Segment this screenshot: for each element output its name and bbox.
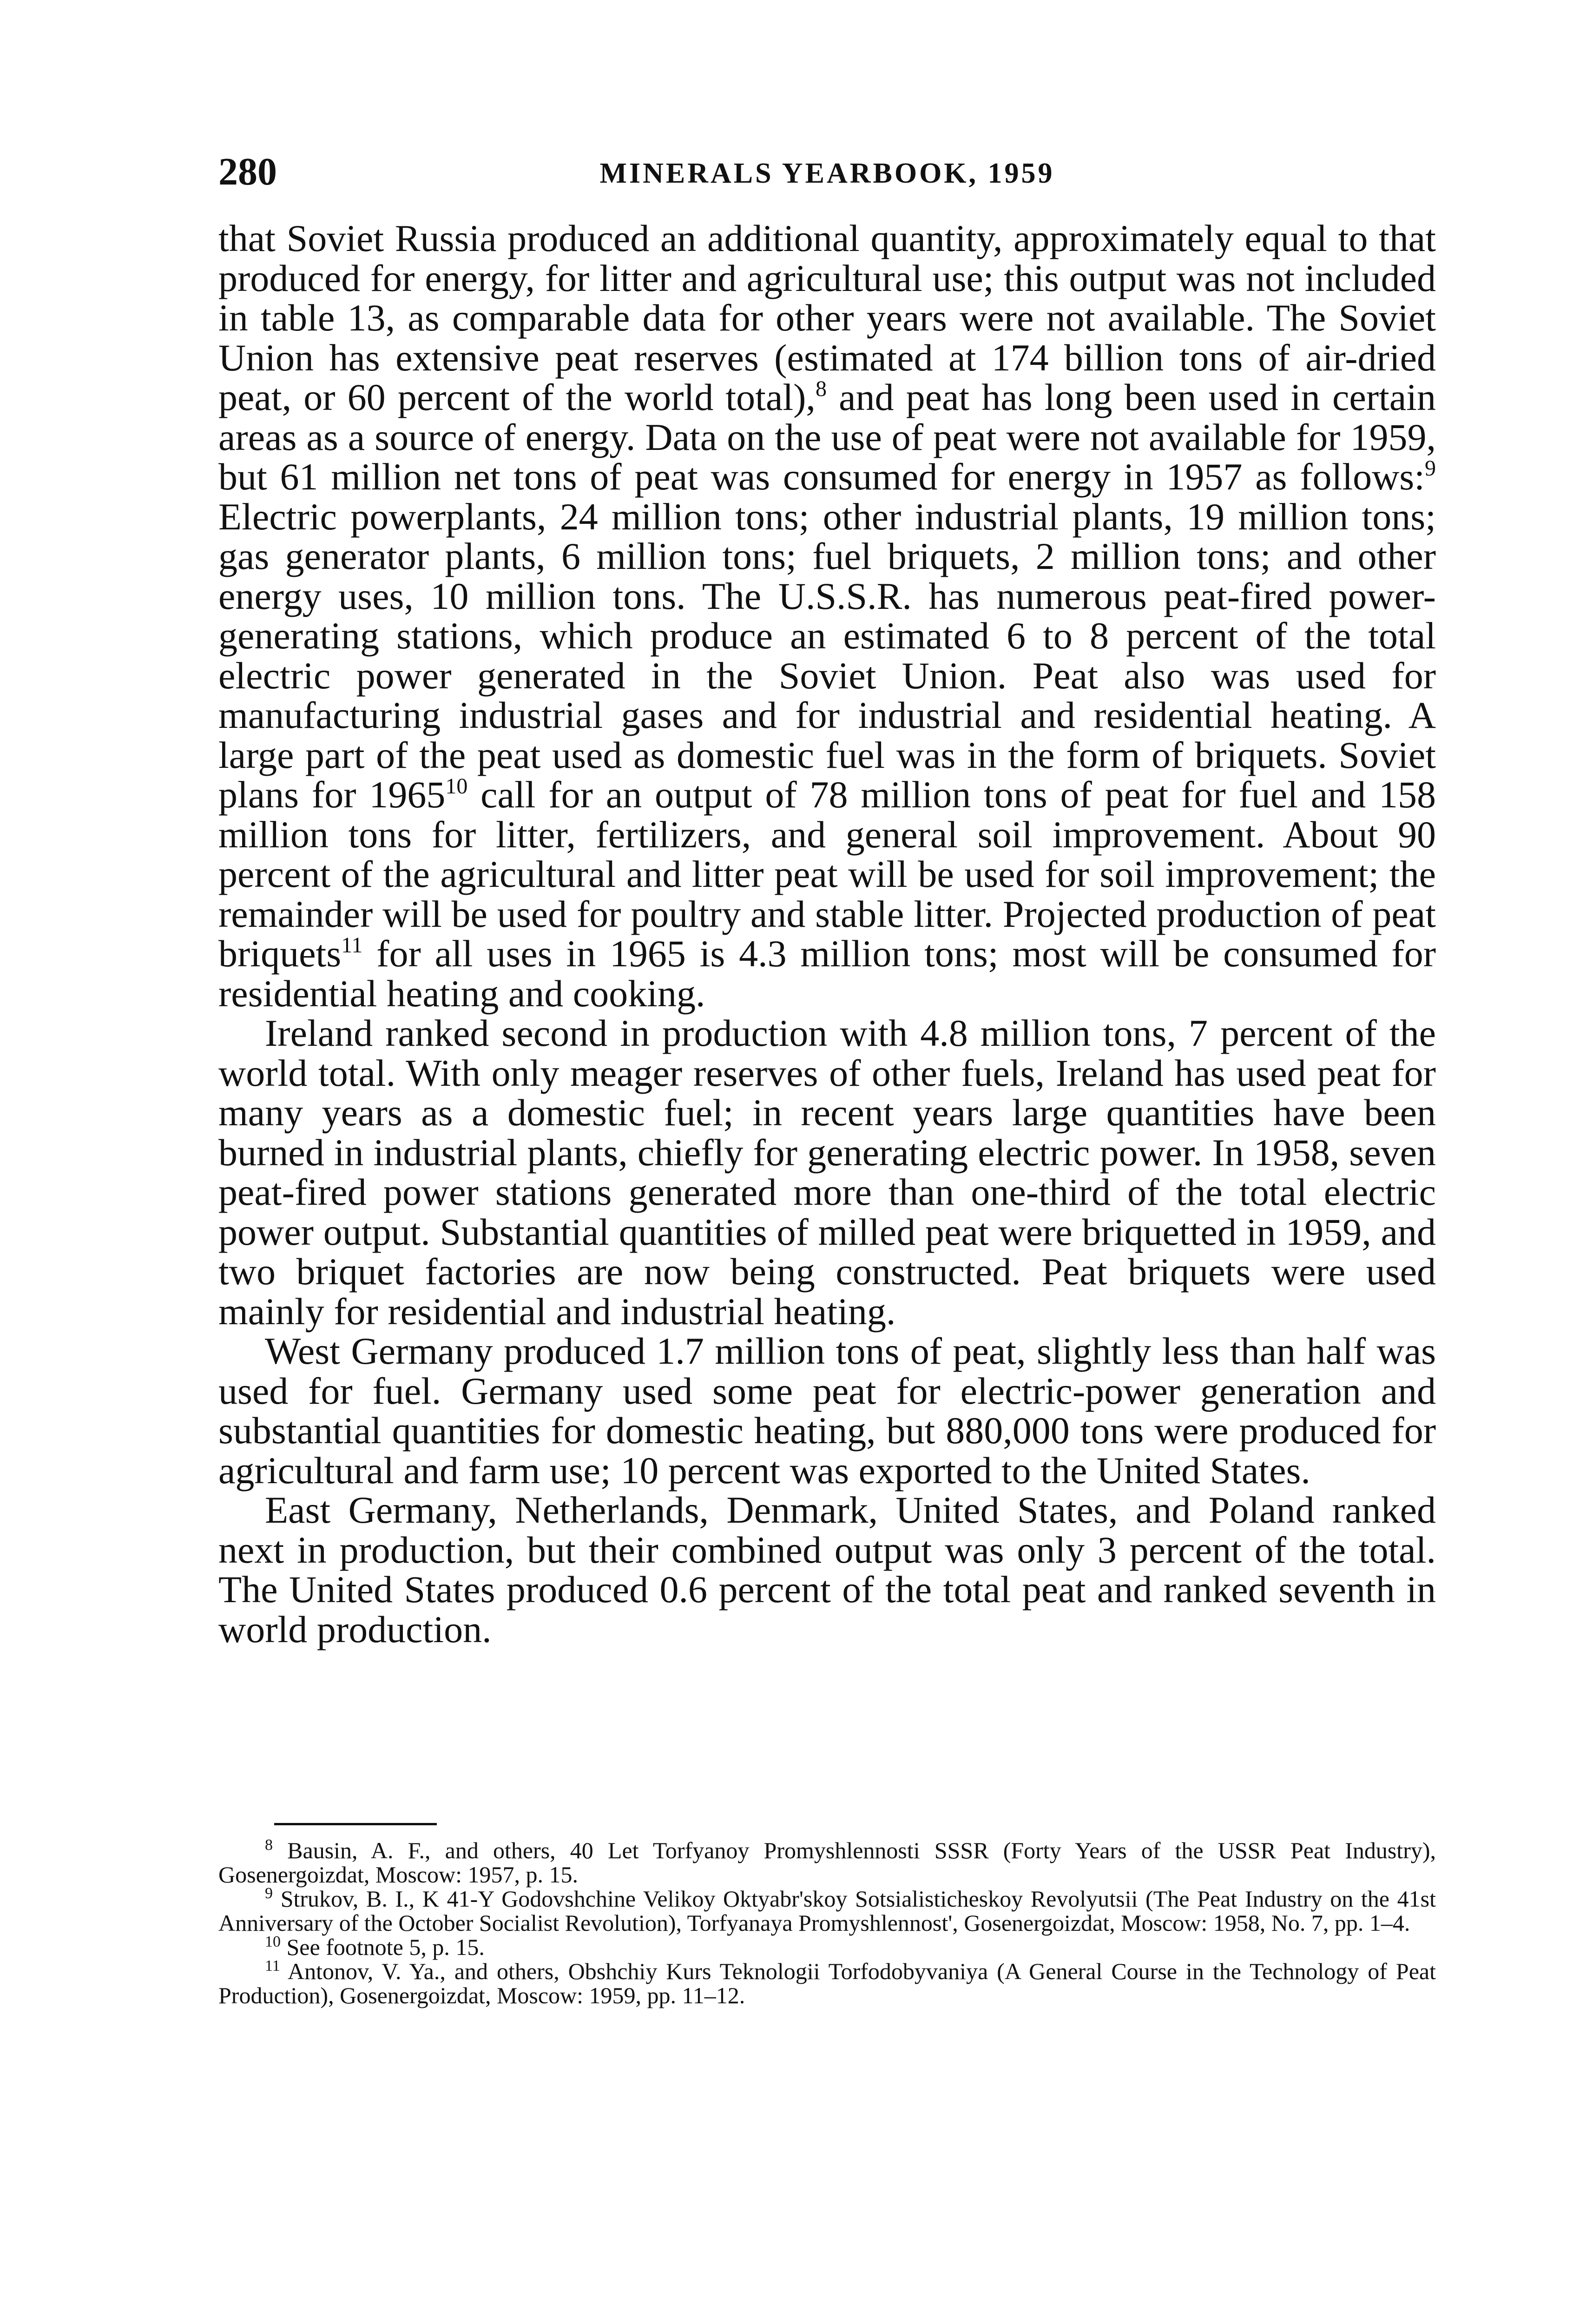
paragraph-text: for all uses in 1965 is 4.3 million tons; most will be consumed for residential heating and cooking. [218,932,1436,1015]
footnote-number: 10 [265,1933,281,1950]
footnote-ref: 11 [341,933,363,957]
footnote-text: Bausin, A. F., and others, 40 Let Torfyanoy Promyshlennosti SSSR (Forty Years of the USSR Peat Industry), Gosenergoizdat, Moscow: 1957, p. 15. [218,1837,1436,1888]
footnote-9 [218,1887,1436,1935]
paragraph-text: that Soviet Russia produced an additional quantity, approximately equal to that produced for energy, for litter and agricultural use; this output was not included in table 13, as comparable data for other years were not available. The Soviet Union has extensive peat reserves (estimated at 174 billion tons of air-dried peat, or 60 percent of the world total), [218,217,1436,418]
paragraph-text: Electric powerplants, 24 million tons; other industrial plants, 19 million tons; gas generator plants, 6 million tons; fuel briquets, 2 million tons; and other energy uses, 10 million tons. The U.S.S.R. has numerous peat-fired power-generating stations, which produce an estimated 6 to 8 percent of the total electric power generated in the Soviet Union. Peat also was used for manufacturing industrial gases and for industrial and residential heating. A large part of the peat used as domestic fuel was in the form of briquets. Soviet plans for 1965 [218,495,1436,816]
footnote-number: 9 [265,1885,273,1902]
footnote-ref: 9 [1425,456,1436,481]
footnote-ref: 8 [815,376,827,401]
page-header [218,146,1436,198]
body-text [218,218,1436,1649]
paragraph-other-producers: East Germany, Netherlands, Denmark, United States, and Poland ranked next in production, but their combined output was only 3 percent of the total. The United States produced 0.6 percent of the total peat and ranked seventh in world production. [218,1489,1436,1651]
page-number: 280 [218,150,277,193]
paragraph-text: call for an output of 78 million tons of peat for fuel and 158 million tons for litter, fertilizers, and general soil improvement. About 90 percent of the agricultural and litter peat will be used for soil improvement; the remainder will be used for poultry and stable litter. Projected production of peat briquets [218,773,1436,975]
footnote-text: Antonov, V. Ya., and others, Obshchiy Kurs Teknologii Torfodobyvaniya (A General Course in the Technology of Peat Production), Gosenergoizdat, Moscow: 1959, pp. 11–12. [218,1958,1436,2008]
paragraph-ireland: Ireland ranked second in production with 4.8 million tons, 7 percent of the world total. With only meager reserves of other fuels, Ireland has used peat for many years as a domestic fuel; in recent years large quantities have been burned in industrial plants, chiefly for generating electric power. In 1958, seven peat-fired power stations generated more than one-third of the total electric power output. Substantial quantities of milled peat were briquetted in 1959, and two briquet factories are now being constructed. Peat briquets were used mainly for residential and industrial heating. [218,1012,1436,1333]
footnote-divider [274,1823,437,1825]
footnote-8 [218,1838,1436,1887]
paragraph-ussr-peat [218,218,1436,1013]
footnote-10 [218,1935,1436,1959]
footnote-11 [218,1959,1436,2007]
footnote-ref: 10 [445,774,468,799]
running-head: MINERALS YEARBOOK, 1959 [599,158,1055,189]
footnotes [218,1838,1436,2007]
paragraph-west-germany: West Germany produced 1.7 million tons of peat, slightly less than half was used for fuel. Germany used some peat for electric-power generation and substantial quantities for domestic heating, but 880,000 tons were produced for agricultural and farm use; 10 percent was exported to the United States. [218,1330,1436,1492]
footnote-number: 8 [265,1836,273,1854]
footnote-number: 11 [265,1957,280,1974]
footnote-text: Strukov, B. I., K 41-Y Godovshchine Velikoy Oktyabr'skoy Sotsialisticheskoy Revolyutsii (The Peat Industry on the 41st Anniversary of the October Socialist Revolution), Torfyanaya Promyshlennost', Gosenergoizdat, Moscow: 1958, No. 7, pp. 1–4. [218,1886,1436,1936]
footnote-text: See footnote 5, p. 15. [286,1934,485,1960]
paragraph-text: and peat has long been used in certain areas as a source of energy. Data on the use of peat were not available for 1959, but 61 million net tons of peat was consumed for energy in 1957 as follows: [218,376,1436,498]
